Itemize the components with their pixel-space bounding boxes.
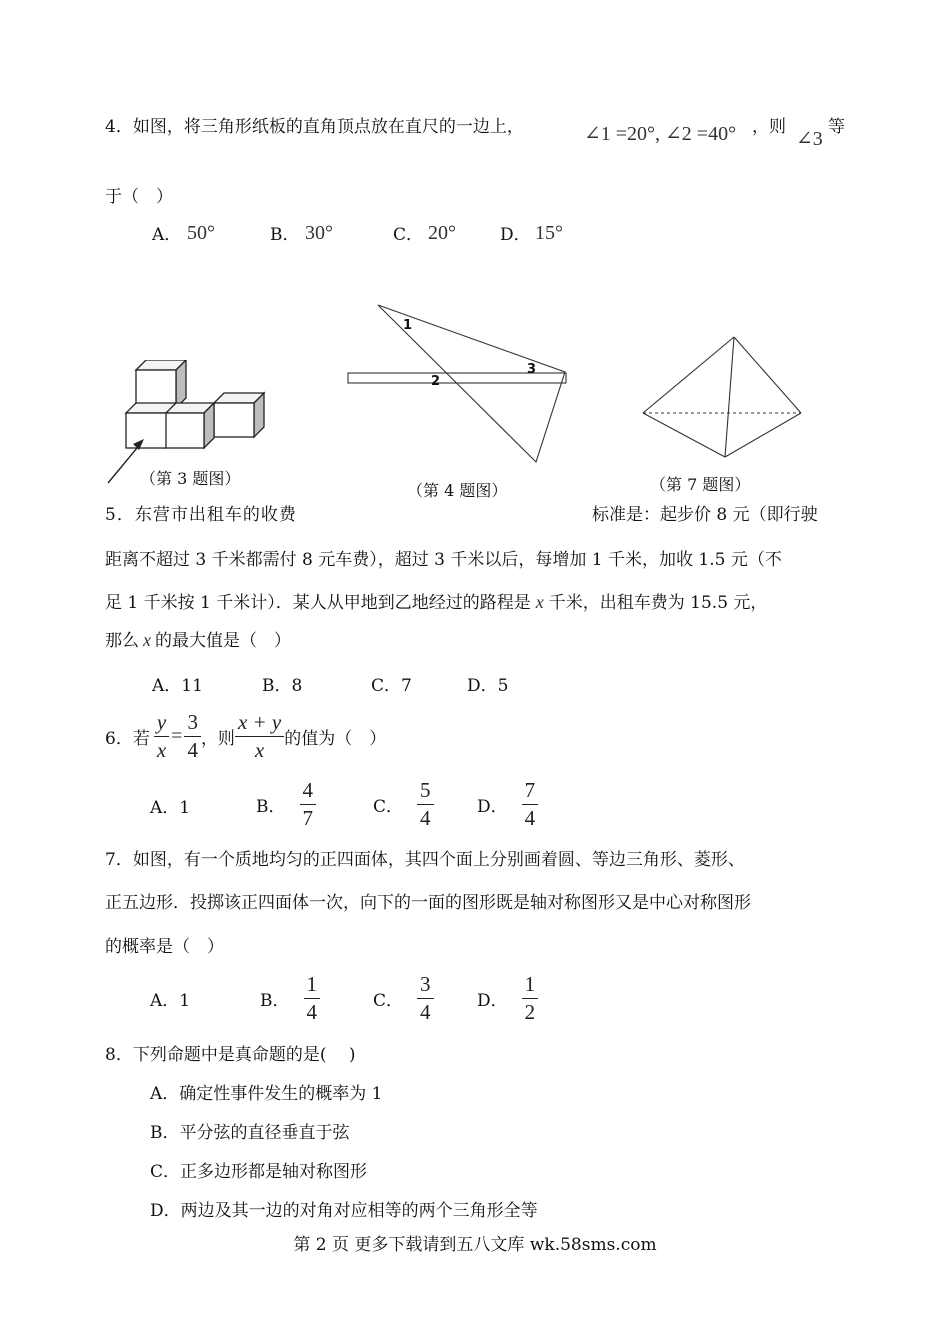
q5-line1-left: 5．东营市出租车的收费 <box>105 505 297 525</box>
q5-line3-b: 千米，出租车费为 15.5 元， <box>548 593 768 613</box>
q6-option-c: C． $\frac{5}{4}$ <box>373 776 434 832</box>
q4-continuation: 于（ ） <box>105 187 173 207</box>
q4-then: ，则 <box>752 117 786 137</box>
q4-equal-char: 等 <box>828 117 845 137</box>
q6-prefix: 6．若 <box>105 728 150 749</box>
q6-fraction-xy-over-x: $\frac{x + y}{x}$ <box>235 710 284 761</box>
q5-line4-var: x <box>143 630 151 650</box>
q7-option-c: C． $\frac{3}{4}$ <box>373 970 434 1026</box>
figure-7-tetrahedron <box>638 332 806 462</box>
q5-line4 <box>105 626 291 651</box>
q7-option-a: A．1 <box>150 991 191 1011</box>
q8-stem: 8．下列命题中是真命题的是( ) <box>105 1045 356 1065</box>
q4-option-b-value: 30° <box>305 222 333 244</box>
page-footer: 第 2 页 更多下载请到五八文库 wk.58sms.com <box>293 1235 657 1255</box>
figure-4-triangle-ruler <box>345 300 575 468</box>
q4-option-d-value: 15° <box>535 222 563 244</box>
q5-line3-a: 足 1 千米按 1 千米计）．某人从甲地到乙地经过的路程是 <box>105 593 531 613</box>
q5-line4-a: 那么 <box>105 631 139 651</box>
view-arrow-shaft <box>108 442 142 483</box>
q5-option-b: B．8 <box>262 676 303 696</box>
q6-option-d: D． $\frac{7}{4}$ <box>477 776 538 832</box>
q5-option-c: C．7 <box>371 676 412 696</box>
q7-line1: 7．如图，有一个质地均匀的正四面体，其四个面上分别画着圆、等边三角形、菱形、 <box>105 850 745 870</box>
q7-option-d: D． $\frac{1}{2}$ <box>477 970 538 1026</box>
angle-2-label: 2 <box>431 374 441 389</box>
q4-option-c-value: 20° <box>428 222 456 244</box>
q4-angle3: ∠3 <box>796 128 823 150</box>
q8-option-b: B．平分弦的直径垂直于弦 <box>150 1123 350 1143</box>
figure-7-caption: （第 7 题图） <box>650 475 751 494</box>
q5-option-d: D．5 <box>467 676 509 696</box>
q7-option-b: B． $\frac{1}{4}$ <box>260 970 320 1026</box>
q4-option-a-value: 50° <box>187 222 215 244</box>
q6-option-a: A．1 <box>150 798 191 818</box>
q4-stem: 4．如图，将三角形纸板的直角顶点放在直尺的一边上， <box>105 117 524 137</box>
q5-option-a: A．11 <box>152 676 203 696</box>
q6-option-b: B． $\frac{4}{7}$ <box>256 776 316 832</box>
q6-stem <box>105 708 386 764</box>
q5-line3 <box>105 588 767 613</box>
q6-fraction-y-over-x: $\frac{y}{x}$ <box>154 710 169 761</box>
q4-option-c-label: C． <box>393 225 424 245</box>
q7-line2: 正五边形．投掷该正四面体一次，向下的一面的图形既是轴对称图形又是中心对称图形 <box>105 893 751 913</box>
q4-option-d-label: D． <box>500 225 531 245</box>
q5-line4-b: 的最大值是（ ） <box>155 631 291 651</box>
q6-equals: = <box>171 724 183 747</box>
q4-option-b-label: B． <box>270 225 300 245</box>
q6-mid: ，则 <box>200 728 235 749</box>
q6-suffix: 的值为（ ） <box>284 728 387 749</box>
angle-1-label: 1 <box>403 318 413 333</box>
q4-condition: ∠1 =20°, ∠2 =40° <box>584 123 737 145</box>
angle-3-label: 3 <box>527 362 537 377</box>
q6-fraction-three-quarters: $\frac{3}{4}$ <box>184 710 201 761</box>
q5-line2: 距离不超过 3 千米都需付 8 元车费），超过 3 千米以后，每增加 1 千米，加收 1.5 元（不 <box>105 550 782 570</box>
figure-4-caption: （第 4 题图） <box>407 481 508 500</box>
q4-option-a-label: A． <box>152 225 182 245</box>
q8-option-a: A．确定性事件发生的概率为 1 <box>150 1084 383 1104</box>
q8-option-c: C．正多边形都是轴对称图形 <box>150 1162 368 1182</box>
q8-option-d: D．两边及其一边的对角对应相等的两个三角形全等 <box>150 1201 538 1221</box>
q5-line3-var: x <box>535 592 544 612</box>
q7-line3: 的概率是（ ） <box>105 937 224 957</box>
q5-line1-right: 标准是：起步价 8 元（即行驶 <box>592 505 818 525</box>
figure-3-caption: （第 3 题图） <box>140 469 241 488</box>
